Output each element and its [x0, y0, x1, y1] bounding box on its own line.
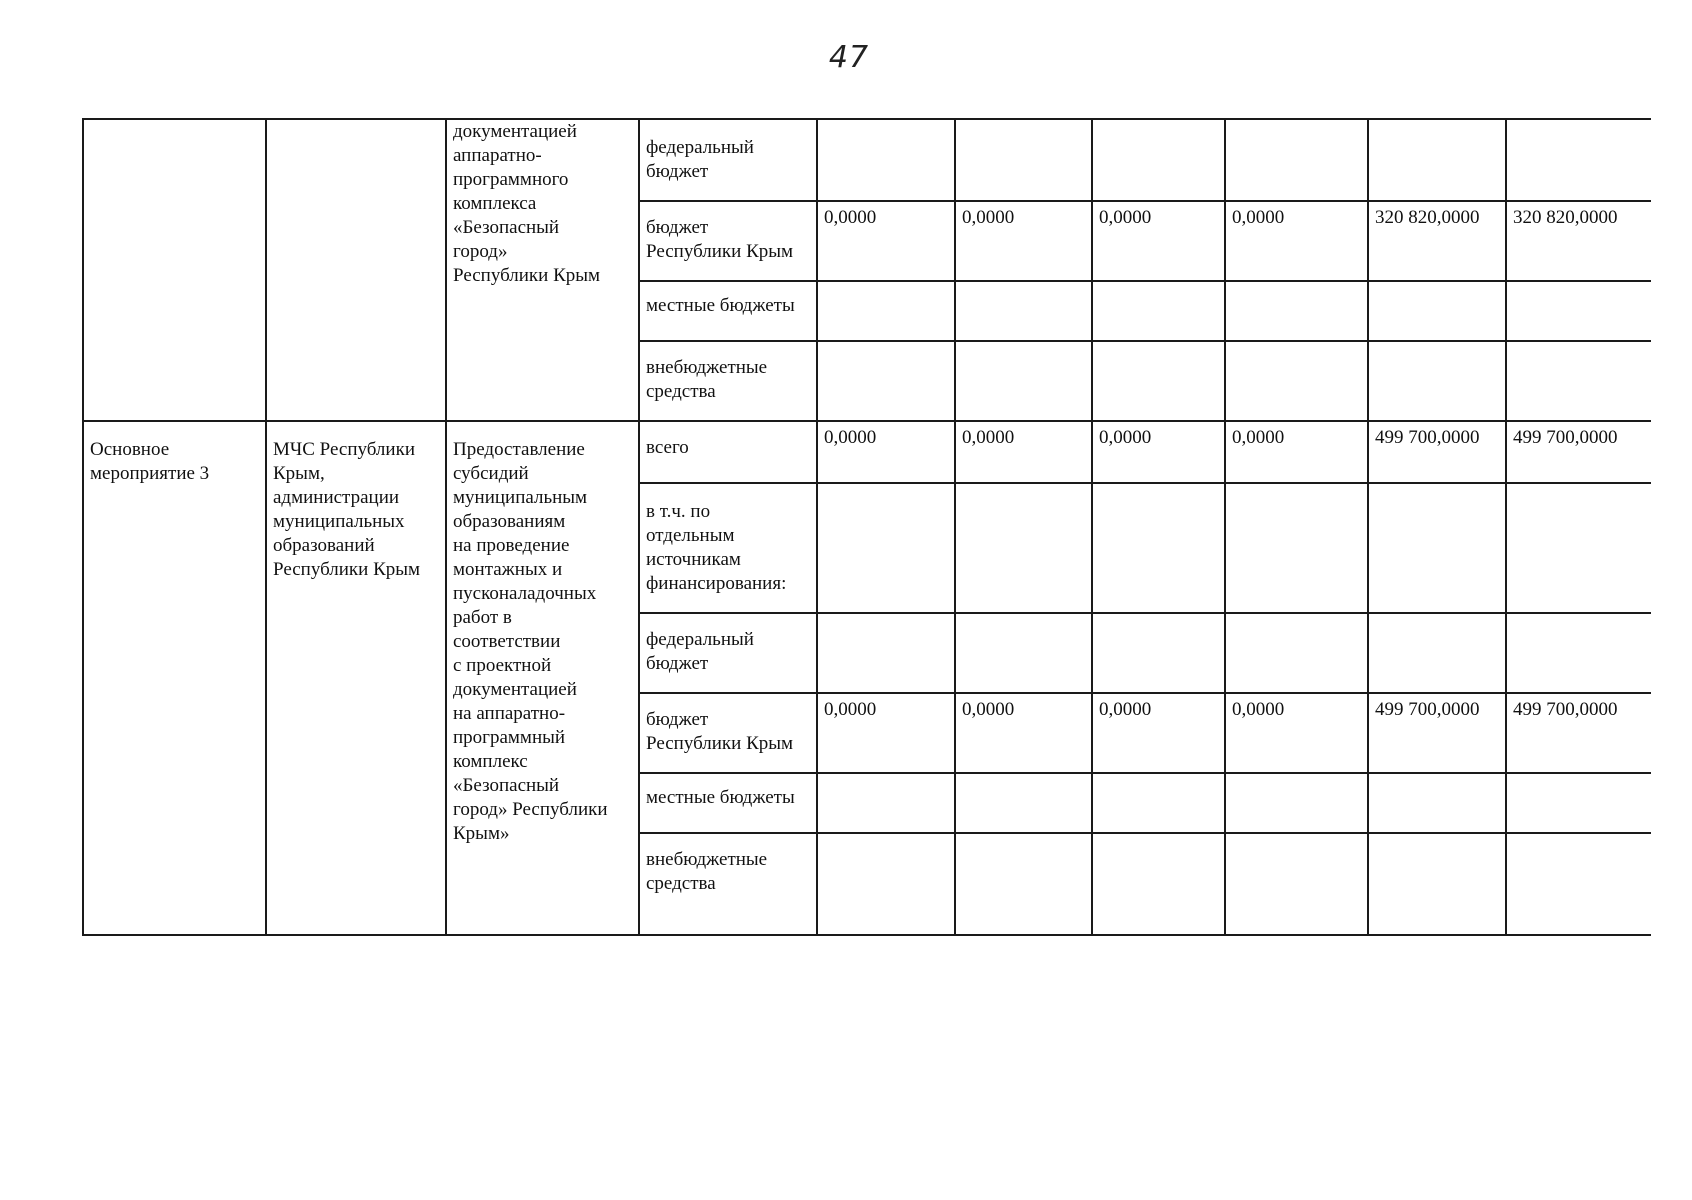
value-cell: 0,0000 — [817, 201, 955, 281]
value-cell: 0,0000 — [1092, 201, 1225, 281]
value-cell — [1368, 119, 1506, 201]
value-cell — [955, 119, 1092, 201]
value-cell — [955, 483, 1092, 613]
value-cell — [1368, 613, 1506, 693]
funding-source: федеральный бюджет — [639, 119, 817, 201]
funding-source: всего — [639, 421, 817, 483]
value-cell — [955, 773, 1092, 833]
funding-source: в т.ч. по отдельным источникам финансирования: — [639, 483, 817, 613]
value-cell — [1225, 281, 1368, 341]
value-cell — [1092, 483, 1225, 613]
value-cell: 0,0000 — [1225, 201, 1368, 281]
value-cell — [1092, 341, 1225, 421]
value-cell — [1225, 119, 1368, 201]
event-cell: Основное мероприятие 3 — [83, 421, 266, 935]
value-cell — [1092, 281, 1225, 341]
description-cell: Предоставление субсидий муниципальным образованиям на проведение монтажных и пусконаладочных работ в соответствии с проектной документацией на аппаратно- программный комплекс «Безопасный город» Республики Крым» — [446, 421, 639, 935]
value-cell: 0,0000 — [955, 693, 1092, 773]
value-cell: 0,0000 — [1092, 693, 1225, 773]
value-cell: 0,0000 — [1225, 421, 1368, 483]
value-cell — [1225, 833, 1368, 935]
value-cell — [817, 119, 955, 201]
value-cell — [955, 341, 1092, 421]
value-cell — [1225, 341, 1368, 421]
value-cell — [1506, 613, 1651, 693]
value-cell — [817, 341, 955, 421]
value-cell — [1225, 483, 1368, 613]
description-cell: документацией аппаратно- программного комплекса «Безопасный город» Республики Крым — [446, 119, 639, 421]
funding-source: бюджет Республики Крым — [639, 201, 817, 281]
value-cell: 320 820,0000 — [1368, 201, 1506, 281]
value-cell — [817, 833, 955, 935]
value-cell — [1506, 483, 1651, 613]
value-cell — [817, 613, 955, 693]
funding-source: бюджет Республики Крым — [639, 693, 817, 773]
value-cell — [1225, 773, 1368, 833]
table-row — [83, 119, 1651, 201]
value-cell — [1092, 773, 1225, 833]
value-cell — [1368, 483, 1506, 613]
value-cell: 0,0000 — [955, 201, 1092, 281]
value-cell — [1368, 281, 1506, 341]
value-cell: 320 820,0000 — [1506, 201, 1651, 281]
funding-source: местные бюджеты — [639, 281, 817, 341]
funding-source: внебюджетные средства — [639, 341, 817, 421]
event-cell — [83, 119, 266, 421]
value-cell: 0,0000 — [1225, 693, 1368, 773]
financing-table — [82, 118, 1651, 936]
value-cell — [1368, 833, 1506, 935]
funding-source: местные бюджеты — [639, 773, 817, 833]
value-cell: 0,0000 — [817, 693, 955, 773]
value-cell: 0,0000 — [955, 421, 1092, 483]
table-row — [83, 421, 1651, 483]
value-cell: 0,0000 — [1092, 421, 1225, 483]
value-cell — [955, 833, 1092, 935]
executor-cell: МЧС Республики Крым, администрации муниципальных образований Республики Крым — [266, 421, 446, 935]
funding-source: внебюджетные средства — [639, 833, 817, 935]
value-cell — [1092, 613, 1225, 693]
value-cell — [955, 613, 1092, 693]
value-cell — [1506, 773, 1651, 833]
value-cell: 499 700,0000 — [1506, 421, 1651, 483]
value-cell — [955, 281, 1092, 341]
funding-source: федеральный бюджет — [639, 613, 817, 693]
page-number: 47 — [828, 40, 870, 75]
value-cell — [1506, 341, 1651, 421]
executor-cell — [266, 119, 446, 421]
value-cell — [1506, 119, 1651, 201]
value-cell — [1092, 119, 1225, 201]
value-cell — [817, 773, 955, 833]
value-cell — [1506, 281, 1651, 341]
value-cell: 0,0000 — [817, 421, 955, 483]
value-cell — [1506, 833, 1651, 935]
value-cell — [817, 483, 955, 613]
value-cell — [1092, 833, 1225, 935]
value-cell — [1368, 341, 1506, 421]
value-cell: 499 700,0000 — [1368, 693, 1506, 773]
value-cell — [817, 281, 955, 341]
value-cell — [1225, 613, 1368, 693]
value-cell — [1368, 773, 1506, 833]
value-cell: 499 700,0000 — [1506, 693, 1651, 773]
value-cell: 499 700,0000 — [1368, 421, 1506, 483]
